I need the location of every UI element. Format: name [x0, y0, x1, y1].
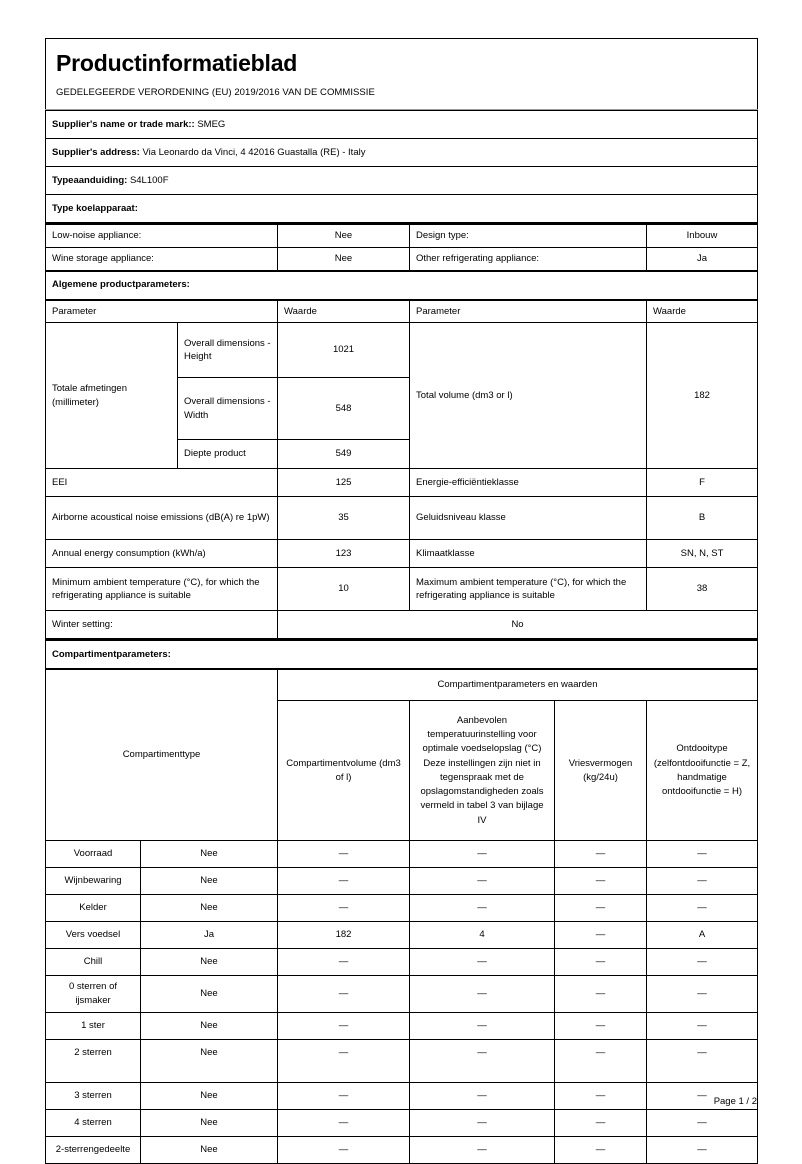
- dimension-width-value: 548: [278, 378, 410, 440]
- compartment-present-0: Nee: [141, 841, 278, 868]
- compartment-type-5: 0 sterren of ijsmaker: [46, 976, 141, 1013]
- compartment-defrost-8: —: [647, 1082, 758, 1109]
- table-row: [46, 1039, 758, 1082]
- compartment-defrost-5: —: [647, 976, 758, 1013]
- header-parameter-right: Parameter: [410, 300, 647, 323]
- table-row: [46, 976, 758, 1013]
- compartment-type-0: Voorraad: [46, 841, 141, 868]
- appliance-type-table: [45, 224, 758, 271]
- table-row: [46, 1109, 758, 1136]
- compartment-temperature-4: —: [410, 949, 555, 976]
- appliance-type-band-row: [46, 195, 758, 224]
- compartment-freezing-1: —: [555, 868, 647, 895]
- supplier-address-value: Via Leonardo da Vinci, 4 42016 Guastalla (RE) - Italy: [142, 146, 366, 158]
- compartment-defrost-3: A: [647, 922, 758, 949]
- compartment-type-10: 2-sterrengedeelte: [46, 1136, 141, 1163]
- compartment-present-5: Nee: [141, 976, 278, 1013]
- compartment-freezing-3: —: [555, 922, 647, 949]
- compartment-volume-5: —: [278, 976, 410, 1013]
- low-noise-label: Low-noise appliance:: [46, 225, 278, 248]
- compartment-defrost-2: —: [647, 895, 758, 922]
- compartment-defrost-1: —: [647, 868, 758, 895]
- page-footer: Page 1 / 2: [713, 1096, 757, 1107]
- supplier-name-label: Supplier's name or trade mark::: [52, 118, 195, 130]
- compartment-temperature-8: —: [410, 1082, 555, 1109]
- compartment-temperature-2: —: [410, 895, 555, 922]
- supplier-address-label: Supplier's address:: [52, 146, 140, 158]
- compartment-freezing-6: —: [555, 1012, 647, 1039]
- compartment-parameters-band: Compartimentparameters:: [46, 640, 758, 669]
- table-row: [46, 868, 758, 895]
- compartment-type-9: 4 sterren: [46, 1109, 141, 1136]
- compartment-type-3: Vers voedsel: [46, 922, 141, 949]
- compartment-band-row: [46, 640, 758, 669]
- supplier-name-value: SMEG: [197, 118, 226, 130]
- appliance-type-band: Type koelapparaat:: [46, 195, 758, 224]
- compartment-freezing-8: —: [555, 1082, 647, 1109]
- other-refrigerating-value: Ja: [647, 247, 758, 270]
- compartment-band-table: [45, 639, 758, 669]
- total-volume-value: 182: [647, 323, 758, 469]
- table-row: [46, 247, 758, 270]
- compartment-freezing-5: —: [555, 976, 647, 1013]
- table-row: [46, 225, 758, 248]
- max-ambient-label: Maximum ambient temperature (°C), for which the refrigerating appliance is suitable: [410, 568, 647, 611]
- compartment-volume-7: —: [278, 1039, 410, 1082]
- title-row: [46, 39, 758, 110]
- noise-emissions-value: 35: [278, 497, 410, 540]
- climate-class-value: SN, N, ST: [647, 540, 758, 568]
- design-type-value: Inbouw: [647, 225, 758, 248]
- table-row: [46, 497, 758, 540]
- dimensions-height-row: [46, 323, 758, 378]
- table-row: [46, 949, 758, 976]
- compartment-defrost-9: —: [647, 1109, 758, 1136]
- compartment-temperature-3: 4: [410, 922, 555, 949]
- supplier-table: [45, 110, 758, 224]
- noise-class-value: B: [647, 497, 758, 540]
- compartment-group-header-row: [46, 670, 758, 701]
- general-parameters-table: [45, 300, 758, 640]
- compartment-freezing-9: —: [555, 1109, 647, 1136]
- header-value-left: Waarde: [278, 300, 410, 323]
- header-parameter-left: Parameter: [46, 300, 278, 323]
- model-label: Typeaanduiding:: [52, 174, 128, 186]
- compartment-temperature-6: —: [410, 1012, 555, 1039]
- compartment-type-7: 2 sterren: [46, 1039, 141, 1082]
- supplier-name-row: [46, 111, 758, 139]
- energy-class-label: Energie-efficiëntieklasse: [410, 469, 647, 497]
- eei-value: 125: [278, 469, 410, 497]
- winter-setting-label: Winter setting:: [46, 611, 278, 639]
- supplier-address-row: [46, 139, 758, 167]
- model-value: S4L100F: [129, 174, 169, 186]
- compartment-present-4: Nee: [141, 949, 278, 976]
- compartment-freezing-7: —: [555, 1039, 647, 1082]
- compartment-temperature-7: —: [410, 1039, 555, 1082]
- table-row: [46, 1136, 758, 1163]
- compartment-temperature-header: Aanbevolen temperatuurinstelling voor optimale voedselopslag (°C) Deze instellingen zijn niet in tegenspraak met de opslagomstandigheden zoals vermeld in tabel 3 van bijlage IV: [410, 701, 555, 841]
- min-ambient-value: 10: [278, 568, 410, 611]
- compartment-freezing-capacity-header: Vriesvermogen (kg/24u): [555, 701, 647, 841]
- compartment-type-4: Chill: [46, 949, 141, 976]
- general-band-table: [45, 271, 758, 300]
- max-ambient-value: 38: [647, 568, 758, 611]
- compartment-volume-6: —: [278, 1012, 410, 1039]
- compartment-defrost-4: —: [647, 949, 758, 976]
- model-cell: [46, 167, 758, 195]
- header-value-right: Waarde: [647, 300, 758, 323]
- compartment-defrost-type-header: Ontdooitype (zelfontdooifunctie = Z, handmatige ontdooifunctie = H): [647, 701, 758, 841]
- compartment-freezing-10: —: [555, 1136, 647, 1163]
- compartment-present-9: Nee: [141, 1109, 278, 1136]
- compartment-temperature-9: —: [410, 1109, 555, 1136]
- compartment-volume-1: —: [278, 868, 410, 895]
- compartment-defrost-10: —: [647, 1136, 758, 1163]
- compartment-volume-2: —: [278, 895, 410, 922]
- compartment-freezing-2: —: [555, 895, 647, 922]
- compartment-volume-header: Compartimentvolume (dm3 of l): [278, 701, 410, 841]
- annual-energy-value: 123: [278, 540, 410, 568]
- compartment-type-1: Wijnbewaring: [46, 868, 141, 895]
- annual-energy-label: Annual energy consumption (kWh/a): [46, 540, 278, 568]
- compartment-type-6: 1 ster: [46, 1012, 141, 1039]
- compartment-type-header: Compartimenttype: [46, 670, 278, 841]
- dimension-height-value: 1021: [278, 323, 410, 378]
- compartment-defrost-7: —: [647, 1039, 758, 1082]
- compartment-volume-0: —: [278, 841, 410, 868]
- compartment-present-7: Nee: [141, 1039, 278, 1082]
- total-dimensions-label: Totale afmetingen (millimeter): [46, 323, 178, 469]
- dimension-height-label: Overall dimensions - Height: [178, 323, 278, 378]
- supplier-name-cell: [46, 111, 758, 139]
- compartment-values-group-header: Compartimentparameters en waarden: [278, 670, 758, 701]
- model-row: [46, 167, 758, 195]
- compartment-temperature-5: —: [410, 976, 555, 1013]
- wine-storage-value: Nee: [278, 247, 410, 270]
- table-row: [46, 540, 758, 568]
- winter-setting-value: No: [278, 611, 758, 639]
- product-information-sheet: [45, 38, 757, 1164]
- noise-emissions-label: Airborne acoustical noise emissions (dB(A) re 1pW): [46, 497, 278, 540]
- compartment-volume-10: —: [278, 1136, 410, 1163]
- compartment-volume-3: 182: [278, 922, 410, 949]
- table-row: [46, 1012, 758, 1039]
- dimension-depth-value: 549: [278, 440, 410, 469]
- table-row: [46, 568, 758, 611]
- energy-class-value: F: [647, 469, 758, 497]
- min-ambient-label: Minimum ambient temperature (°C), for which the refrigerating appliance is suitable: [46, 568, 278, 611]
- dimension-depth-label: Diepte product: [178, 440, 278, 469]
- noise-class-label: Geluidsniveau klasse: [410, 497, 647, 540]
- compartment-present-10: Nee: [141, 1136, 278, 1163]
- low-noise-value: Nee: [278, 225, 410, 248]
- compartment-temperature-10: —: [410, 1136, 555, 1163]
- compartment-temperature-0: —: [410, 841, 555, 868]
- compartment-present-2: Nee: [141, 895, 278, 922]
- general-header-row: [46, 300, 758, 323]
- compartment-present-3: Ja: [141, 922, 278, 949]
- table-row: [46, 1082, 758, 1109]
- compartment-temperature-1: —: [410, 868, 555, 895]
- design-type-label: Design type:: [410, 225, 647, 248]
- wine-storage-label: Wine storage appliance:: [46, 247, 278, 270]
- total-volume-label: Total volume (dm3 or l): [410, 323, 647, 469]
- dimension-width-label: Overall dimensions - Width: [178, 378, 278, 440]
- general-parameters-band: Algemene productparameters:: [46, 271, 758, 299]
- compartment-defrost-0: —: [647, 841, 758, 868]
- general-band-row: [46, 271, 758, 299]
- other-refrigerating-label: Other refrigerating appliance:: [410, 247, 647, 270]
- page-title: Productinformatieblad: [56, 50, 298, 76]
- eei-label: EEI: [46, 469, 278, 497]
- compartment-table: [45, 669, 758, 1164]
- table-row: [46, 841, 758, 868]
- compartment-type-2: Kelder: [46, 895, 141, 922]
- compartment-volume-4: —: [278, 949, 410, 976]
- compartment-present-1: Nee: [141, 868, 278, 895]
- compartment-freezing-4: —: [555, 949, 647, 976]
- title-cell: [46, 39, 758, 110]
- regulation-subtitle: GEDELEGEERDE VERORDENING (EU) 2019/2016 VAN DE COMMISSIE: [56, 87, 375, 99]
- table-row: [46, 895, 758, 922]
- table-row: [46, 922, 758, 949]
- title-block-table: [45, 38, 758, 110]
- compartment-freezing-0: —: [555, 841, 647, 868]
- winter-setting-row: [46, 611, 758, 639]
- climate-class-label: Klimaatklasse: [410, 540, 647, 568]
- table-row: [46, 469, 758, 497]
- compartment-type-8: 3 sterren: [46, 1082, 141, 1109]
- compartment-volume-9: —: [278, 1109, 410, 1136]
- compartment-present-6: Nee: [141, 1012, 278, 1039]
- compartment-defrost-6: —: [647, 1012, 758, 1039]
- compartment-present-8: Nee: [141, 1082, 278, 1109]
- supplier-address-cell: [46, 139, 758, 167]
- compartment-volume-8: —: [278, 1082, 410, 1109]
